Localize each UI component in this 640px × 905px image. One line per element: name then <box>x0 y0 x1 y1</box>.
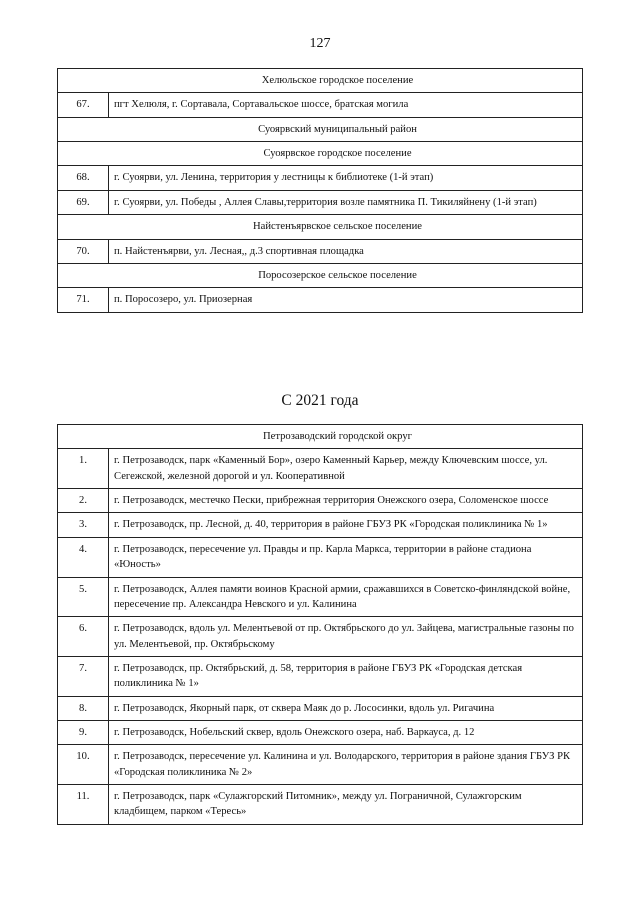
row-location-text: г. Петрозаводск, пр. Лесной, д. 40, территория в районе ГБУЗ РК «Городская поликлиника № 1» <box>109 513 583 537</box>
section-header-cell: Петрозаводский городской округ <box>58 425 583 449</box>
section-header-cell: Поросозерское сельское поселение <box>58 263 583 287</box>
row-number: 6. <box>58 617 109 657</box>
table-row <box>58 489 583 513</box>
section-header-cell: Суоярвский муниципальный район <box>58 117 583 141</box>
table-row <box>58 513 583 537</box>
row-location-text: г. Петрозаводск, Аллея памяти воинов Красной армии, сражавшихся в Советско-финляндской войне, пересечение пр. Александра Невского и ул. Калинина <box>109 577 583 617</box>
table-header-row <box>58 425 583 449</box>
table-row <box>58 721 583 745</box>
row-number: 8. <box>58 696 109 720</box>
table-row <box>58 537 583 577</box>
row-number: 67. <box>58 93 109 117</box>
row-number: 1. <box>58 449 109 489</box>
section-header-cell: Суоярвское городское поселение <box>58 142 583 166</box>
row-number: 9. <box>58 721 109 745</box>
row-location-text: г. Петрозаводск, парк «Сулажгорский Питомник», между ул. Пограничной, Сулажгорским кладбищем, парком «Тересь» <box>109 785 583 825</box>
section-header-cell: Найстенъярвское сельское поселение <box>58 215 583 239</box>
row-number: 3. <box>58 513 109 537</box>
row-location-text: г. Петрозаводск, пересечение ул. Калинина и ул. Володарского, территория в районе здания ГБУЗ РК «Городская поликлиника № 2» <box>109 745 583 785</box>
table-row <box>58 166 583 190</box>
table-row <box>58 449 583 489</box>
locations-table-2 <box>57 424 583 825</box>
row-number: 11. <box>58 785 109 825</box>
row-location-text: г. Петрозаводск, вдоль ул. Мелентьевой от пр. Октябрьского до ул. Зайцева, магистральные газоны по ул. Мелентьевой, пр. Октябрьскому <box>109 617 583 657</box>
row-location-text: п. Поросозеро, ул. Приозерная <box>109 288 583 312</box>
row-number: 4. <box>58 537 109 577</box>
row-location-text: г. Петрозаводск, Якорный парк, от сквера Маяк до р. Лососинки, вдоль ул. Ригачина <box>109 696 583 720</box>
row-location-text: г. Петрозаводск, местечко Пески, прибрежная территория Онежского озера, Соломенское шоссе <box>109 489 583 513</box>
row-number: 71. <box>58 288 109 312</box>
table-row <box>58 93 583 117</box>
row-number: 5. <box>58 577 109 617</box>
row-location-text: г. Петрозаводск, пр. Октябрьский, д. 58, территория в районе ГБУЗ РК «Городская детская поликлиника № 1» <box>109 656 583 696</box>
table-row <box>58 785 583 825</box>
row-location-text: г. Петрозаводск, парк «Каменный Бор», озеро Каменный Карьер, между Ключевским шоссе, ул. Сегежской, железной дорогой и ул. Кооперативной <box>109 449 583 489</box>
row-number: 70. <box>58 239 109 263</box>
row-location-text: г. Суоярви, ул. Ленина, территория у лестницы к библиотеке (1-й этап) <box>109 166 583 190</box>
section-title: С 2021 года <box>281 392 359 409</box>
locations-table-1 <box>57 68 583 313</box>
table-row <box>58 577 583 617</box>
page-number: 127 <box>309 36 331 51</box>
row-location-text: пгт Хелюля, г. Сортавала, Сортавальское шоссе, братская могила <box>109 93 583 117</box>
row-number: 69. <box>58 190 109 214</box>
table-header-row <box>58 69 583 93</box>
table-header-row <box>58 215 583 239</box>
row-location-text: г. Петрозаводск, пересечение ул. Правды и пр. Карла Маркса, территории в районе стадиона «Юность» <box>109 537 583 577</box>
table-row <box>58 696 583 720</box>
table-row <box>58 745 583 785</box>
table-row <box>58 656 583 696</box>
row-location-text: п. Найстенъярви, ул. Лесная,, д.3 спортивная площадка <box>109 239 583 263</box>
table-header-row <box>58 117 583 141</box>
row-location-text: г. Петрозаводск, Нобельский сквер, вдоль Онежского озера, наб. Варкауса, д. 12 <box>109 721 583 745</box>
table-header-row <box>58 263 583 287</box>
table-row <box>58 190 583 214</box>
row-number: 7. <box>58 656 109 696</box>
row-number: 2. <box>58 489 109 513</box>
row-number: 10. <box>58 745 109 785</box>
table-header-row <box>58 142 583 166</box>
row-location-text: г. Суоярви, ул. Победы , Аллея Славы,территория возле памятника П. Тикиляйнену (1-й этап) <box>109 190 583 214</box>
table-row <box>58 239 583 263</box>
table-row <box>58 617 583 657</box>
section-header-cell: Хелюльское городское поселение <box>58 69 583 93</box>
row-number: 68. <box>58 166 109 190</box>
table-row <box>58 288 583 312</box>
